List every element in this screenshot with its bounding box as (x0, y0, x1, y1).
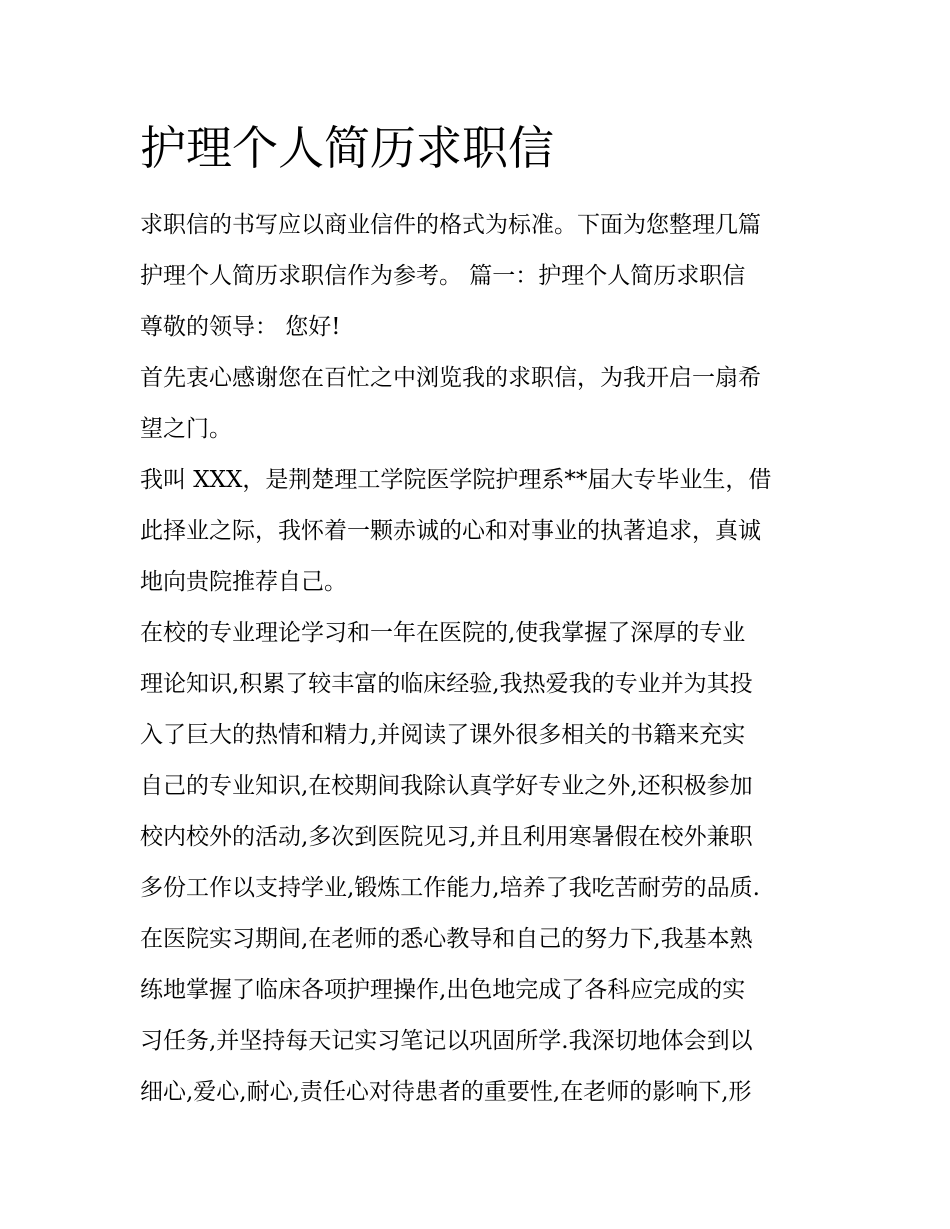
body-line: 多份工作以支持学业,锻炼工作能力,培养了我吃苦耐劳的品质. (140, 875, 760, 901)
document-body (140, 200, 820, 1118)
body-line: 首先衷心感谢您在百忙之中浏览我的求职信，为我开启一扇希 (140, 365, 761, 391)
body-line: 入了巨大的热情和精力,并阅读了课外很多相关的书籍来充实 (140, 722, 746, 748)
body-line: 护理个人简历求职信作为参考。 篇一：护理个人简历求职信 (140, 263, 746, 289)
body-line: 理论知识,积累了较丰富的临床经验,我热爱我的专业并为其投 (140, 671, 753, 697)
body-line: 求职信的书写应以商业信件的格式为标准。下面为您整理几篇 (140, 212, 761, 238)
body-line: 练地掌握了临床各项护理操作,出色地完成了各科应完成的实 (140, 977, 746, 1003)
body-line: 习任务,并坚持每天记实习笔记以巩固所学.我深切地体会到以 (140, 1028, 753, 1054)
body-line: 地向贵院推荐自己。 (140, 569, 347, 595)
body-line: 此择业之际，我怀着一颗赤诚的心和对事业的执著追求，真诚 (140, 518, 761, 544)
document-title: 护理个人简历求职信 (140, 121, 554, 175)
body-line: 尊敬的领导： 您好! (140, 314, 341, 340)
body-line: 自己的专业知识,在校期间我除认真学好专业之外,还积极参加 (140, 773, 753, 799)
body-line: 在医院实习期间,在老师的悉心教导和自己的努力下,我基本熟 (140, 926, 753, 952)
body-line: 在校的专业理论学习和一年在医院的,使我掌握了深厚的专业 (140, 620, 746, 646)
body-line: 我叫 XXX，是荆楚理工学院医学院护理系**届大专毕业生，借 (140, 467, 772, 493)
body-line: 细心,爱心,耐心,责任心对待患者的重要性,在老师的影响下,形 (140, 1079, 752, 1105)
body-line: 校内校外的活动,多次到医院见习,并且利用寒暑假在校外兼职 (140, 824, 753, 850)
body-line: 望之门。 (140, 416, 232, 442)
